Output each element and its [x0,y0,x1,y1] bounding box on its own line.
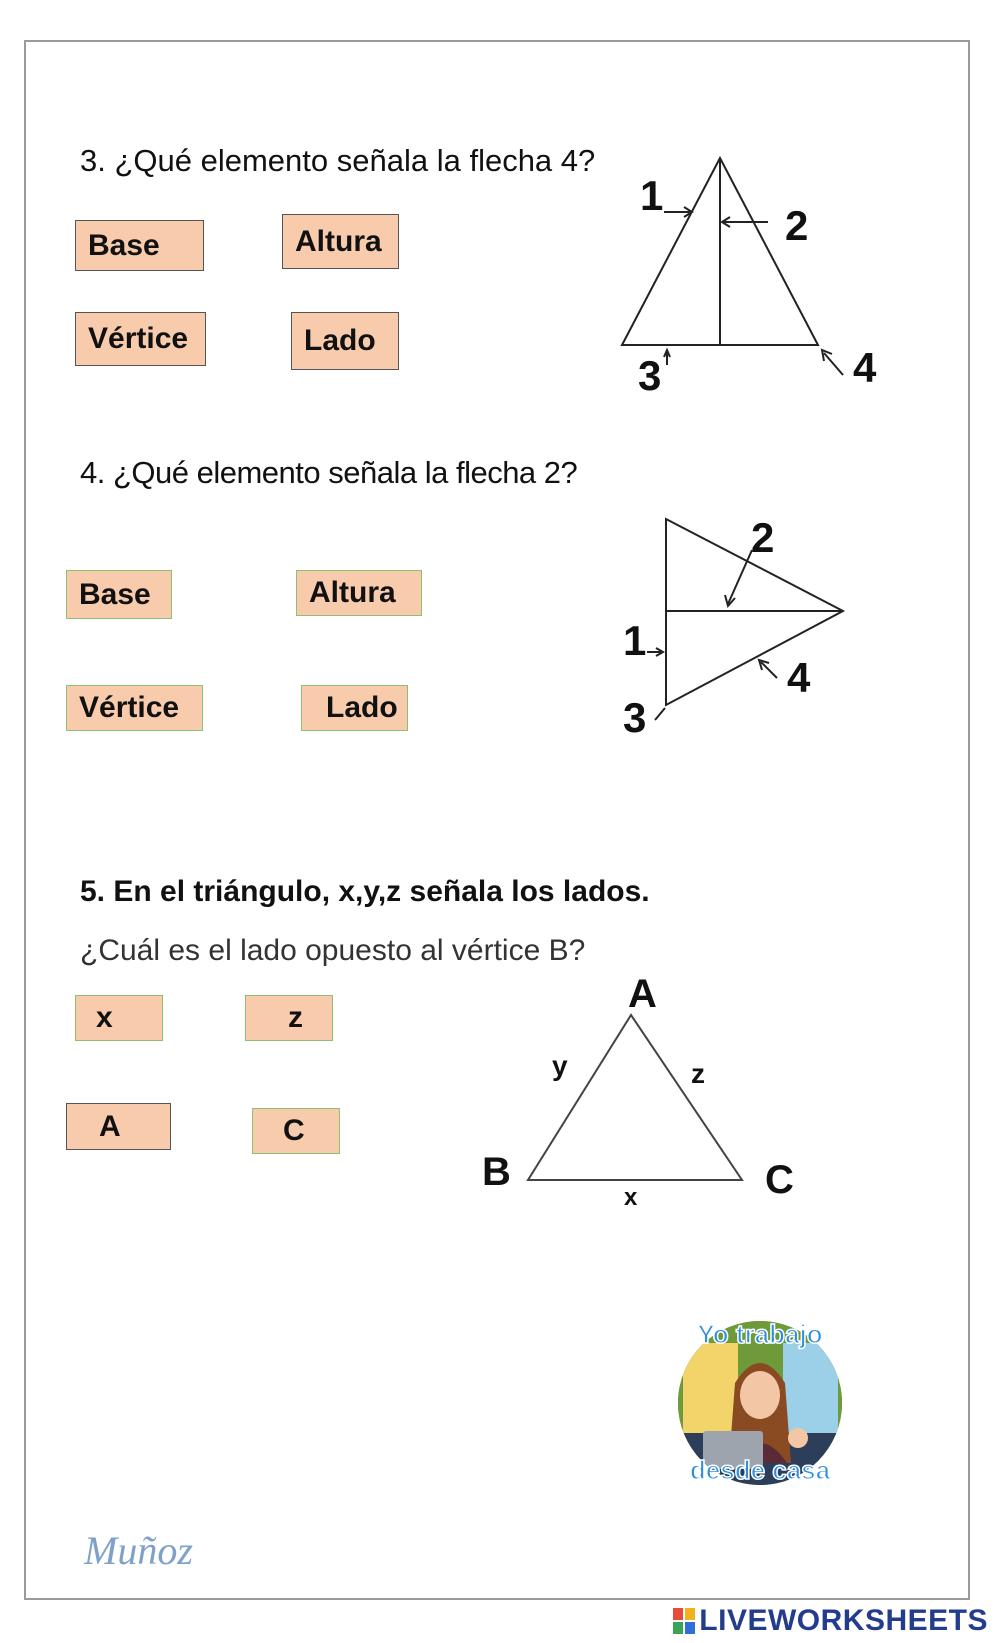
question-4-text: 4. ¿Qué elemento señala la flecha 2? [80,455,578,490]
fig2-label-3: 3 [623,694,647,741]
q5-option-c[interactable]: C [252,1108,340,1154]
q5-option-x[interactable]: x [75,995,163,1041]
question-5-title: 5. En el triángulo, x,y,z señala los lados. [80,875,650,908]
q4-option-base[interactable]: Base [66,570,172,619]
fig3-vertex-a: A [628,975,657,1016]
badge-top-text: Yo trabajo [697,1319,823,1349]
question-5-text: ¿Cuál es el lado opuesto al vértice B? [80,934,586,967]
q4-option-vertice[interactable]: Vértice [66,685,203,731]
author-signature: Muñoz [84,1528,193,1573]
q4-option-altura[interactable]: Altura [296,570,422,616]
badge-bottom-text: desde casa [689,1455,831,1485]
liveworksheets-logo-icon [673,1608,695,1634]
fig1-label-1: 1 [640,172,664,219]
fig1-label-2: 2 [785,202,809,249]
fig2-label-4: 4 [787,654,811,701]
question-3-text: 3. ¿Qué elemento señala la flecha 4? [80,143,596,178]
fig2-label-1: 1 [623,617,647,664]
q3-option-altura[interactable]: Altura [282,214,399,269]
fig3-vertex-b: B [482,1150,511,1194]
fig3-side-x: x [624,1184,638,1211]
q4-option-lado[interactable]: Lado [301,685,408,731]
q3-option-base[interactable]: Base [75,220,204,271]
triangle-figure-1 [600,150,900,400]
triangle-figure-2 [615,510,875,760]
q3-option-vertice[interactable]: Vértice [75,312,206,366]
yo-trabajo-desde-casa-badge [673,1313,848,1488]
q3-option-lado[interactable]: Lado [291,312,399,370]
fig3-side-y: y [552,1050,568,1081]
q5-option-a[interactable]: A [66,1103,171,1150]
fig3-vertex-c: C [765,1158,794,1202]
liveworksheets-brand[interactable] [673,1601,988,1641]
brand-text: LIVEWORKSHEETS [699,1604,988,1637]
fig2-label-2: 2 [751,514,775,561]
fig1-label-3: 3 [638,352,662,399]
fig3-side-z: z [691,1058,705,1089]
triangle-figure-3 [470,975,815,1215]
q5-option-z[interactable]: z [245,995,333,1041]
fig1-label-4: 4 [853,344,877,391]
